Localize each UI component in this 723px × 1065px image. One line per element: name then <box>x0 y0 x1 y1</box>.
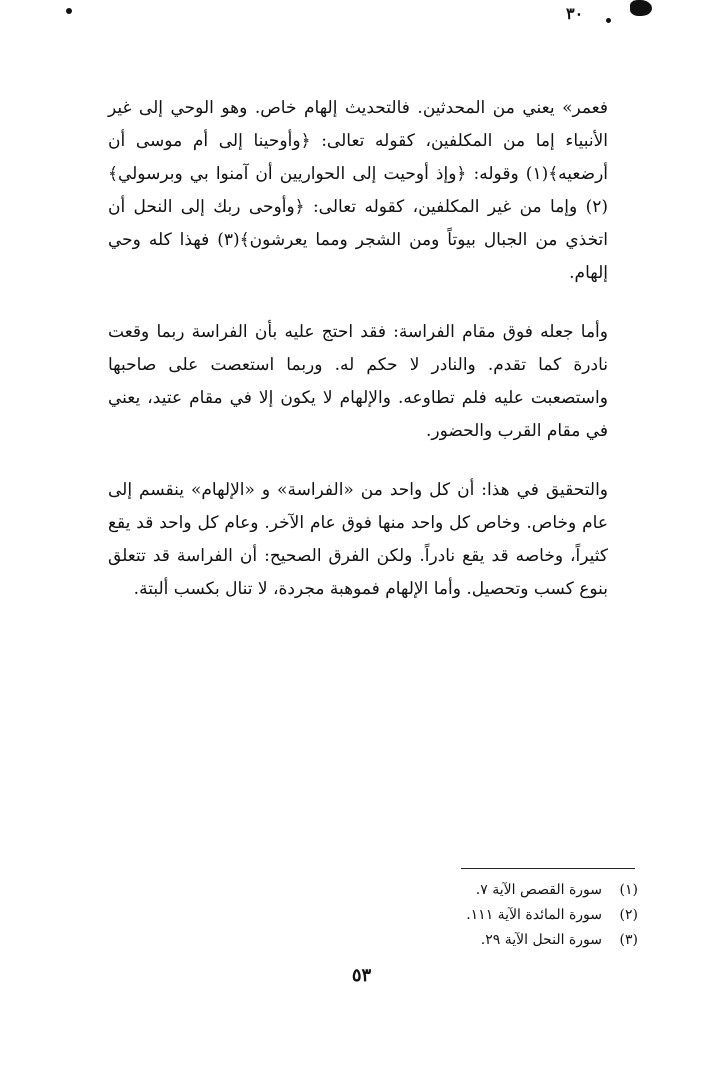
footnote-text: سورة المائدة الآية ١١١. <box>466 907 602 923</box>
paragraph-3: والتحقيق في هذا: أن كل واحد من «الفراسة» و «الإلهام» ينقسم إلى عام وخاص. وخاص كل واحد منها فوق عام الآخر. وعام كل واحد قد يقع كثيراً، وخاصه قد يقع نادراً. ولكن الفرق الصحيح: أن الفراسة قد تتعلق بنوع كسب وتحصيل. وأما الإلهام فموهبة مجردة، لا تنال بكسب ألبتة. <box>108 480 608 599</box>
footnote-text: سورة النحل الآية ٢٩. <box>480 932 602 948</box>
footnote-text: سورة القصص الآية ٧. <box>475 882 602 898</box>
footnote-separator <box>461 868 635 869</box>
paragraph-2: وأما جعله فوق مقام الفراسة: فقد احتج عليه بأن الفراسة ربما وقعت نادرة كما تقدم. والنادر لا حكم له. وربما استعصت على صاحبها واستصعبت عليه فلم تطاوعه. والإلهام لا يكون إلا في مقام عتيد، يعني في مقام القرب والحضور. <box>108 322 608 441</box>
footnote-number: (٢) <box>619 907 638 923</box>
footnotes <box>380 878 638 953</box>
footnote-2 <box>380 903 638 928</box>
footnote-3 <box>380 928 638 953</box>
scan-speck-small <box>606 18 611 23</box>
footnote-1 <box>380 878 638 903</box>
scan-speck-right <box>630 0 652 16</box>
scan-speck-left <box>66 8 72 14</box>
paragraph-1: فعمر» يعني من المحدثين. فالتحديث إلهام خاص. وهو الوحي إلى غير الأنبياء إما من المكلفين، كقوله تعالى: ﴿وأوحينا إلى أم موسى أن أرضعيه﴾(١) وقوله: ﴿وإذ أوحيت إلى الحواريين أن آمنوا بي وبرسولي﴾(٢) وإما من غير المكلفين، كقوله تعالى: ﴿وأوحى ربك إلى النحل أن اتخذي من الجبال بيوتاً ومن الشجر ومما يعرشون﴾(٣) فهذا كله وحي إلهام. <box>108 98 608 283</box>
footnote-number: (٣) <box>619 932 638 948</box>
header-mark: ٣٠ <box>566 4 584 23</box>
page-number: ٥٣ <box>351 965 372 986</box>
footnote-number: (١) <box>619 882 638 898</box>
main-text <box>108 92 608 606</box>
